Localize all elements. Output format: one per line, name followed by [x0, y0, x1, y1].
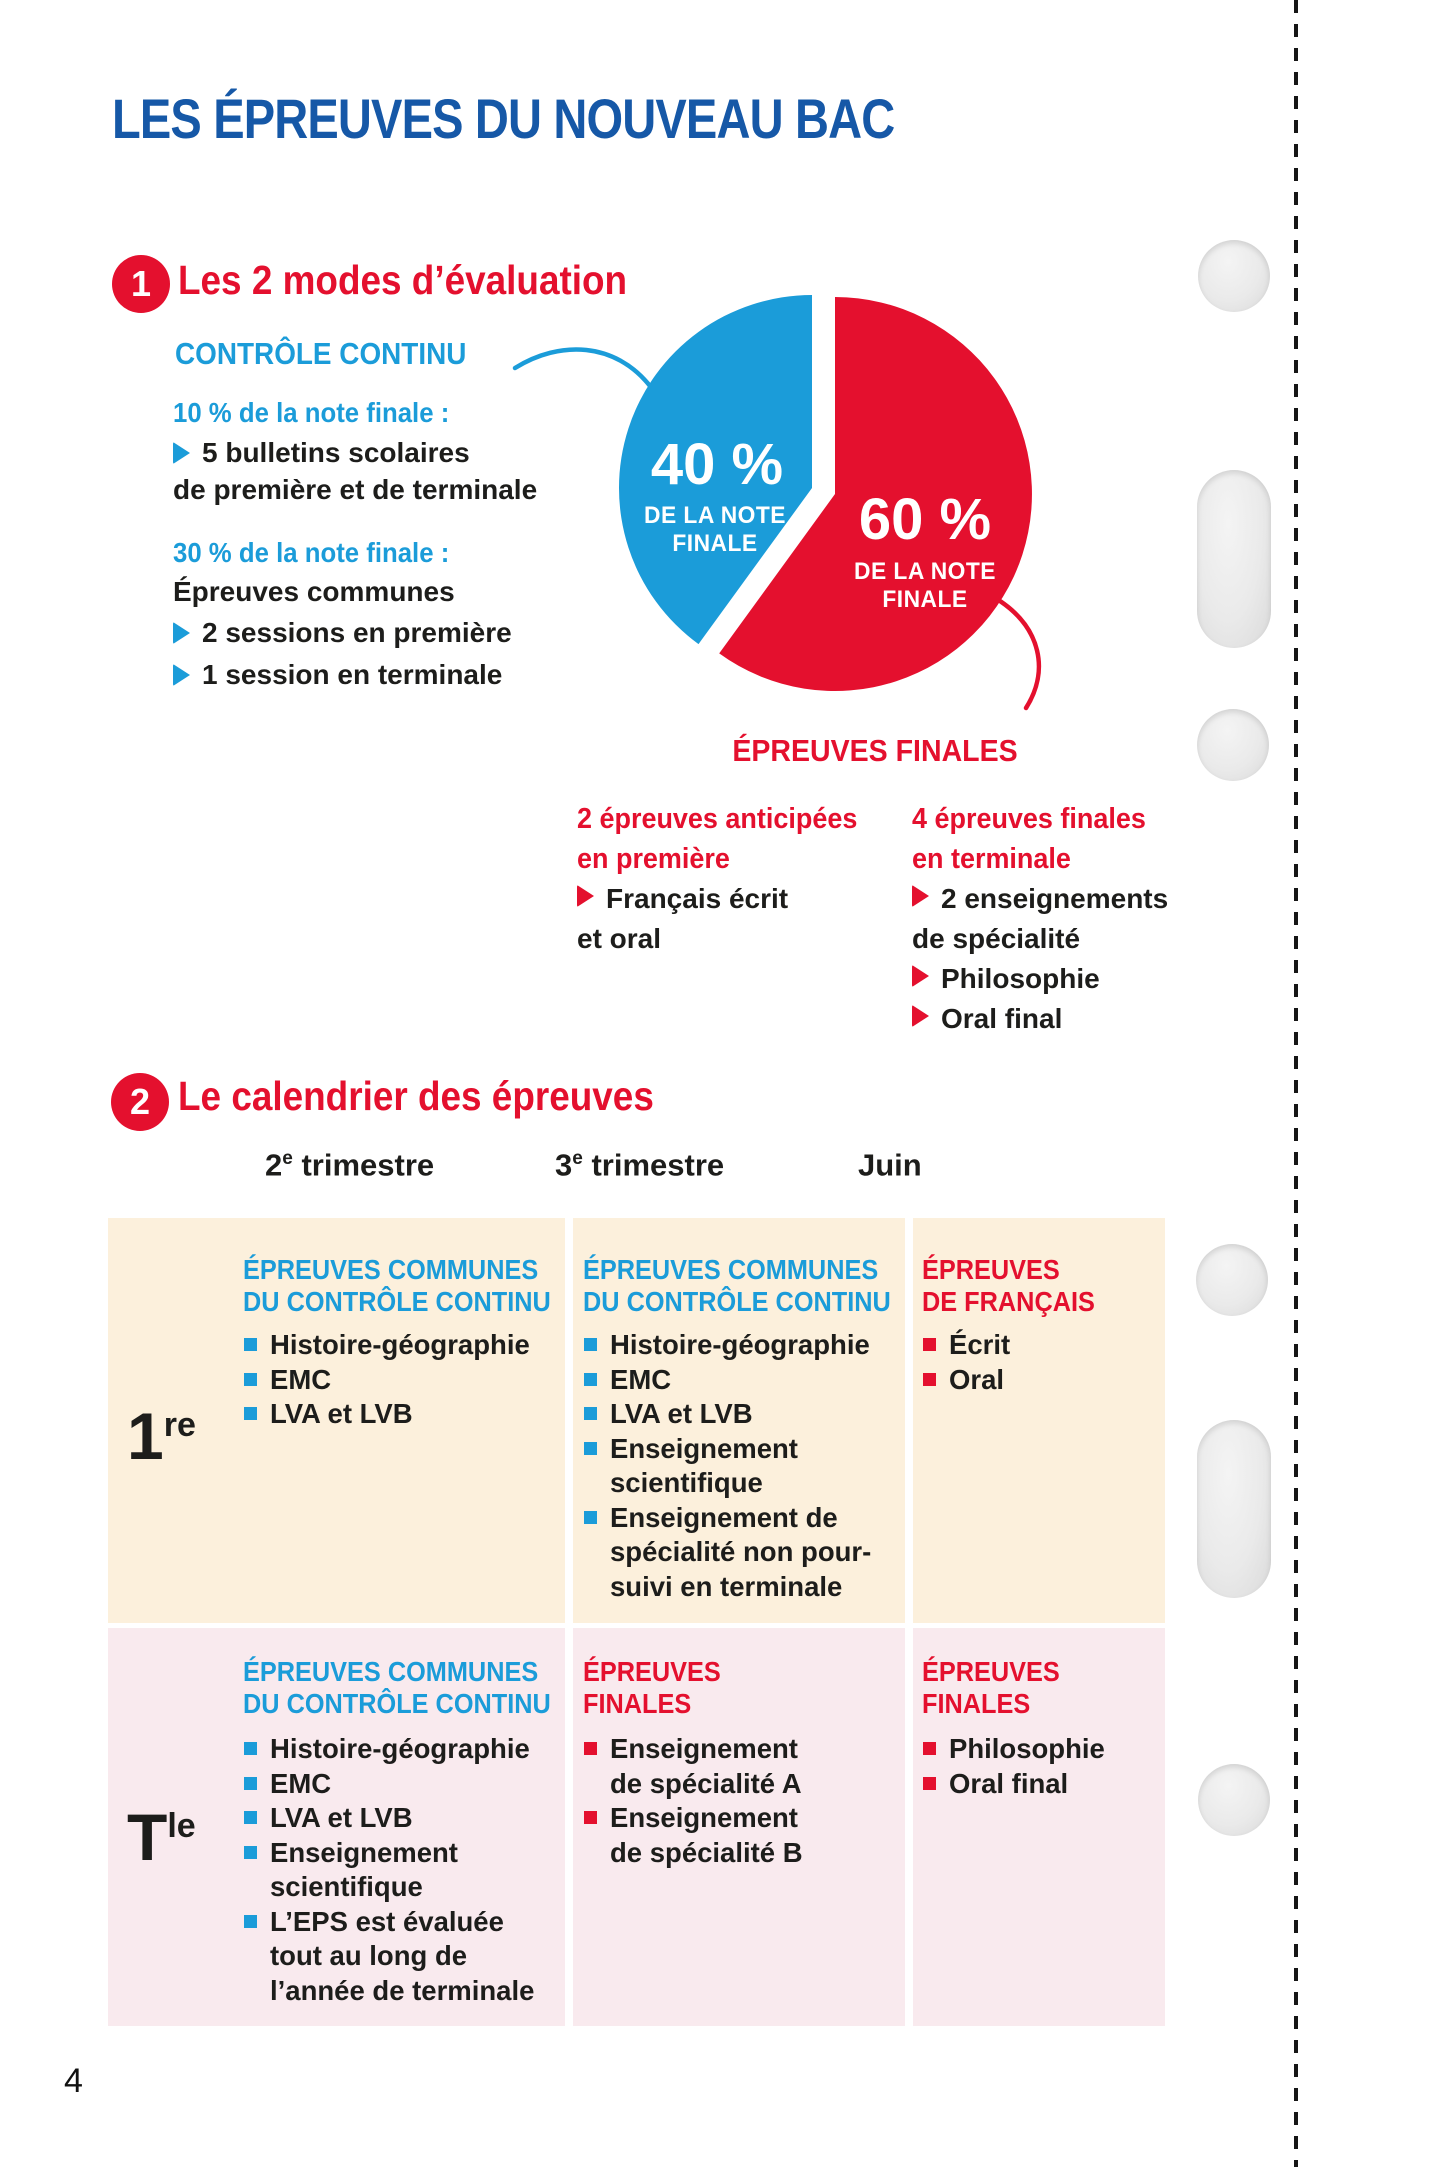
square-bullet-icon	[584, 1338, 597, 1351]
binder-hole-pill	[1197, 470, 1271, 648]
finales-right-column	[912, 799, 1212, 1039]
cell-heading: ÉPREUVES COMMUNES	[583, 1254, 879, 1285]
triangle-bullet-icon	[912, 965, 929, 987]
pie-60-sub1: DE LA NOTE	[854, 558, 996, 585]
finales-right-item1: 2 enseignements	[912, 879, 1212, 919]
section-1-title: Les 2 modes d’évaluation	[178, 257, 628, 303]
square-bullet-icon	[244, 1846, 257, 1859]
square-bullet-icon	[244, 1373, 257, 1386]
section-2-badge	[111, 1073, 169, 1131]
cell-heading: FINALES	[922, 1688, 1031, 1719]
cell-heading: ÉPREUVES COMMUNES	[243, 1656, 539, 1687]
finales-left-title2: en première	[577, 843, 730, 875]
square-bullet-icon	[923, 1338, 936, 1351]
list-item: EMC	[583, 1363, 905, 1398]
cell-heading: ÉPREUVES	[583, 1656, 721, 1687]
row-label-premiere: 1re	[127, 1399, 196, 1473]
list-item: LVA et LVB	[243, 1801, 565, 1836]
list-item-continuation: scientifique	[270, 1871, 423, 1902]
finales-left-column	[577, 799, 907, 959]
square-bullet-icon	[923, 1373, 936, 1386]
table-header-juin: Juin	[858, 1147, 922, 1183]
cell-heading: DE FRANÇAIS	[922, 1286, 1095, 1317]
list-item: Histoire-géographie	[583, 1328, 905, 1363]
finales-right-title2: en terminale	[912, 843, 1071, 875]
square-bullet-icon	[244, 1777, 257, 1790]
list-item-continuation: tout au long de	[270, 1940, 468, 1971]
square-bullet-icon	[584, 1742, 597, 1755]
list-item: EMC	[243, 1363, 565, 1398]
pie-40-label: 40 %	[650, 432, 784, 497]
square-bullet-icon	[244, 1811, 257, 1824]
cell-heading: DU CONTRÔLE CONTINU	[243, 1286, 551, 1317]
finales-right-item1-cont: de spécialité	[912, 923, 1081, 954]
list-item: Histoire-géographie	[243, 1328, 565, 1363]
finales-right-title1: 4 épreuves finales	[912, 803, 1146, 835]
controle-30pct-label: 30 % de la note finale :	[173, 537, 450, 568]
square-bullet-icon	[923, 1742, 936, 1755]
binder-hole-pill	[1197, 1420, 1271, 1598]
list-item: L’EPS est évaluée	[243, 1905, 565, 1940]
blue-callout-curve-icon	[515, 349, 650, 386]
cell-heading: ÉPREUVES COMMUNES	[243, 1254, 539, 1285]
controle-item-bulletins-cont: de première et de terminale	[173, 474, 538, 505]
list-item: LVA et LVB	[583, 1397, 905, 1432]
square-bullet-icon	[584, 1811, 597, 1824]
cell-terminale-trimestre3	[573, 1628, 905, 2026]
table-header-trimestre-2: 2e trimestre	[265, 1147, 435, 1183]
binder-hole-circle	[1198, 1764, 1270, 1836]
finales-right-item2: Philosophie	[912, 959, 1212, 999]
table-row-premiere	[108, 1218, 1165, 1623]
list-item-continuation: suivi en terminale	[610, 1570, 843, 1602]
cell-heading: DU CONTRÔLE CONTINU	[583, 1286, 891, 1317]
binder-hole-circle	[1197, 709, 1269, 781]
triangle-bullet-icon	[577, 885, 594, 907]
epreuves-finales-heading: ÉPREUVES FINALES	[732, 733, 1018, 768]
list-item: Enseignement	[583, 1732, 905, 1767]
square-bullet-icon	[244, 1742, 257, 1755]
section-2-number: 2	[129, 1081, 151, 1122]
list-item: Enseignement	[243, 1836, 565, 1871]
perforation-dashed-line	[1294, 0, 1298, 2167]
list-item-continuation: spécialité non pour-	[610, 1536, 872, 1567]
controle-item-sessions-premiere: 2 sessions en première	[173, 616, 512, 650]
finales-left-item-cont: et oral	[577, 923, 662, 954]
list-item: LVA et LVB	[243, 1397, 565, 1432]
controle-epreuves-communes: Épreuves communes	[173, 576, 455, 607]
finales-left-item: Français écrit	[577, 879, 907, 919]
square-bullet-icon	[923, 1777, 936, 1790]
cell-terminale-juin	[913, 1628, 1165, 2026]
square-bullet-icon	[244, 1915, 257, 1928]
square-bullet-icon	[244, 1407, 257, 1420]
pie-40-sub2: FINALE	[672, 530, 758, 557]
list-item-continuation: l’année de terminale	[270, 1974, 535, 2006]
cell-heading: ÉPREUVES	[922, 1656, 1060, 1687]
binder-hole-circle	[1198, 240, 1270, 312]
list-item: Enseignement	[583, 1432, 905, 1467]
list-item: Écrit	[922, 1328, 1165, 1363]
square-bullet-icon	[584, 1442, 597, 1455]
list-item: Histoire-géographie	[243, 1732, 565, 1767]
binder-hole-circle	[1196, 1244, 1268, 1316]
controle-10pct-label: 10 % de la note finale :	[173, 397, 450, 428]
list-item-continuation: de spécialité B	[610, 1836, 803, 1868]
cell-heading: ÉPREUVES	[922, 1254, 1060, 1285]
page-title: LES ÉPREUVES DU NOUVEAU BAC	[112, 87, 895, 150]
table-row-terminale	[108, 1628, 1165, 2026]
controle-item-bulletins: 5 bulletins scolaires	[173, 436, 470, 470]
cell-premiere-juin	[913, 1218, 1165, 1623]
row-label-terminale: $T^{le}$	[127, 1800, 196, 1874]
finales-left-title1: 2 épreuves anticipées	[577, 803, 858, 835]
pie-60-sub2: FINALE	[882, 586, 968, 613]
section-2-title: Le calendrier des épreuves	[178, 1073, 654, 1119]
list-item-continuation: scientifique	[610, 1467, 763, 1498]
square-bullet-icon	[584, 1511, 597, 1524]
square-bullet-icon	[584, 1407, 597, 1420]
list-item: Philosophie	[922, 1732, 1165, 1767]
cell-premiere-trimestre3	[573, 1218, 905, 1623]
pie-60-label: 60 %	[858, 487, 992, 552]
square-bullet-icon	[244, 1338, 257, 1351]
list-item: EMC	[243, 1767, 565, 1802]
section-1-number: 1	[130, 263, 152, 304]
pie-40-sub1: DE LA NOTE	[644, 502, 786, 529]
triangle-bullet-icon	[912, 885, 929, 907]
square-bullet-icon	[584, 1373, 597, 1386]
list-item: Oral	[922, 1363, 1165, 1398]
cell-heading: DU CONTRÔLE CONTINU	[243, 1688, 551, 1719]
finales-right-item3: Oral final	[912, 999, 1212, 1039]
controle-continu-heading: CONTRÔLE CONTINU	[175, 336, 467, 371]
page-number: 4	[64, 2062, 83, 2100]
list-item: Enseignement de	[583, 1501, 905, 1536]
controle-item-session-terminale: 1 session en terminale	[173, 658, 502, 692]
cell-heading: FINALES	[583, 1688, 692, 1719]
list-item: Oral final	[922, 1767, 1165, 1802]
list-item-continuation: de spécialité A	[610, 1767, 802, 1799]
red-callout-curve-icon	[1000, 601, 1039, 708]
triangle-bullet-icon	[912, 1005, 929, 1027]
table-header-trimestre-3: 3e trimestre	[555, 1147, 725, 1183]
list-item: Enseignement	[583, 1801, 905, 1836]
